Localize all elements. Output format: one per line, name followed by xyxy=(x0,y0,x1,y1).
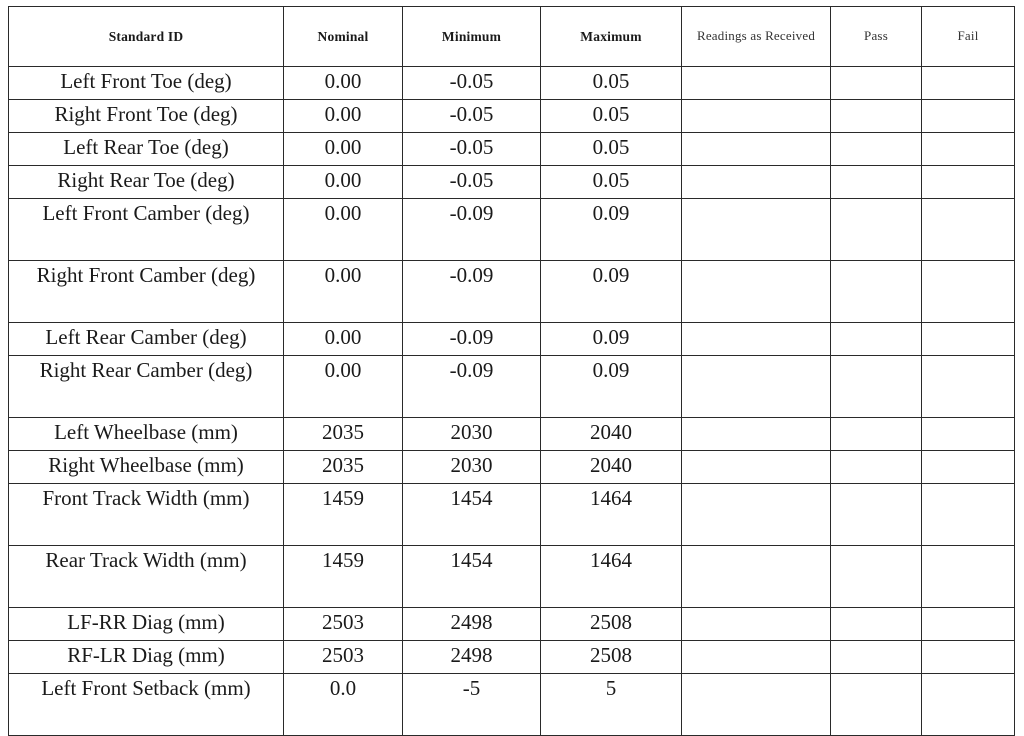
row-readings-cell[interactable] xyxy=(682,484,831,546)
table-row xyxy=(9,484,1015,546)
header-fail: Fail xyxy=(922,7,1015,67)
row-name: LF-RR Diag (mm) xyxy=(9,608,284,641)
row-pass-cell[interactable] xyxy=(831,323,922,356)
row-name: Left Rear Camber (deg) xyxy=(9,323,284,356)
row-readings-cell[interactable] xyxy=(682,641,831,674)
row-name: Right Wheelbase (mm) xyxy=(9,451,284,484)
row-name: Right Front Toe (deg) xyxy=(9,100,284,133)
row-nominal: 0.00 xyxy=(284,261,403,323)
row-readings-cell[interactable] xyxy=(682,323,831,356)
table-row xyxy=(9,67,1015,100)
table-row xyxy=(9,641,1015,674)
table-row xyxy=(9,356,1015,418)
row-name: Right Rear Camber (deg) xyxy=(9,356,284,418)
row-name: Right Rear Toe (deg) xyxy=(9,166,284,199)
row-name: Left Front Camber (deg) xyxy=(9,199,284,261)
header-standard-id: Standard ID xyxy=(9,7,284,67)
table-row xyxy=(9,199,1015,261)
row-minimum: -0.09 xyxy=(403,356,541,418)
row-fail-cell[interactable] xyxy=(922,546,1015,608)
row-pass-cell[interactable] xyxy=(831,418,922,451)
row-nominal: 0.00 xyxy=(284,356,403,418)
row-fail-cell[interactable] xyxy=(922,166,1015,199)
row-nominal: 0.00 xyxy=(284,166,403,199)
table-row xyxy=(9,100,1015,133)
row-fail-cell[interactable] xyxy=(922,641,1015,674)
row-pass-cell[interactable] xyxy=(831,166,922,199)
row-minimum: -0.05 xyxy=(403,166,541,199)
row-name: Left Rear Toe (deg) xyxy=(9,133,284,166)
row-maximum: 0.09 xyxy=(541,323,682,356)
row-nominal: 0.00 xyxy=(284,199,403,261)
row-pass-cell[interactable] xyxy=(831,451,922,484)
row-nominal: 2035 xyxy=(284,418,403,451)
table-row xyxy=(9,323,1015,356)
row-minimum: 1454 xyxy=(403,484,541,546)
row-minimum: -0.09 xyxy=(403,323,541,356)
row-nominal: 2035 xyxy=(284,451,403,484)
row-minimum: -0.05 xyxy=(403,67,541,100)
row-readings-cell[interactable] xyxy=(682,261,831,323)
row-maximum: 1464 xyxy=(541,484,682,546)
row-nominal: 1459 xyxy=(284,484,403,546)
row-readings-cell[interactable] xyxy=(682,418,831,451)
row-minimum: 2498 xyxy=(403,641,541,674)
row-fail-cell[interactable] xyxy=(922,323,1015,356)
row-fail-cell[interactable] xyxy=(922,261,1015,323)
row-pass-cell[interactable] xyxy=(831,133,922,166)
row-name: RF-LR Diag (mm) xyxy=(9,641,284,674)
row-fail-cell[interactable] xyxy=(922,608,1015,641)
row-maximum: 2508 xyxy=(541,608,682,641)
header-row xyxy=(9,7,1015,67)
row-nominal: 0.00 xyxy=(284,67,403,100)
row-maximum: 0.05 xyxy=(541,166,682,199)
row-pass-cell[interactable] xyxy=(831,67,922,100)
row-maximum: 2040 xyxy=(541,451,682,484)
row-minimum: 1454 xyxy=(403,546,541,608)
row-nominal: 0.00 xyxy=(284,100,403,133)
row-name: Right Front Camber (deg) xyxy=(9,261,284,323)
row-pass-cell[interactable] xyxy=(831,546,922,608)
row-readings-cell[interactable] xyxy=(682,356,831,418)
row-maximum: 0.05 xyxy=(541,133,682,166)
row-fail-cell[interactable] xyxy=(922,451,1015,484)
row-name: Left Front Toe (deg) xyxy=(9,67,284,100)
row-nominal: 1459 xyxy=(284,546,403,608)
row-maximum: 0.09 xyxy=(541,356,682,418)
row-nominal: 2503 xyxy=(284,608,403,641)
header-nominal: Nominal xyxy=(284,7,403,67)
row-readings-cell[interactable] xyxy=(682,451,831,484)
row-fail-cell[interactable] xyxy=(922,484,1015,546)
table-row xyxy=(9,418,1015,451)
row-nominal: 0.00 xyxy=(284,323,403,356)
row-maximum: 0.09 xyxy=(541,199,682,261)
row-maximum: 0.05 xyxy=(541,100,682,133)
table-row xyxy=(9,451,1015,484)
row-pass-cell[interactable] xyxy=(831,356,922,418)
row-minimum: 2498 xyxy=(403,608,541,641)
row-maximum: 5 xyxy=(541,674,682,736)
header-minimum: Minimum xyxy=(403,7,541,67)
row-readings-cell[interactable] xyxy=(682,608,831,641)
row-pass-cell[interactable] xyxy=(831,608,922,641)
row-minimum: 2030 xyxy=(403,418,541,451)
row-fail-cell[interactable] xyxy=(922,674,1015,736)
row-name: Front Track Width (mm) xyxy=(9,484,284,546)
row-readings-cell[interactable] xyxy=(682,67,831,100)
row-maximum: 1464 xyxy=(541,546,682,608)
row-readings-cell[interactable] xyxy=(682,133,831,166)
header-pass: Pass xyxy=(831,7,922,67)
row-name: Left Front Setback (mm) xyxy=(9,674,284,736)
row-fail-cell[interactable] xyxy=(922,67,1015,100)
row-maximum: 0.09 xyxy=(541,261,682,323)
row-nominal: 0.0 xyxy=(284,674,403,736)
row-minimum: -5 xyxy=(403,674,541,736)
row-maximum: 2040 xyxy=(541,418,682,451)
row-minimum: -0.09 xyxy=(403,261,541,323)
row-nominal: 0.00 xyxy=(284,133,403,166)
row-readings-cell[interactable] xyxy=(682,546,831,608)
row-fail-cell[interactable] xyxy=(922,133,1015,166)
row-minimum: -0.05 xyxy=(403,133,541,166)
table-row xyxy=(9,166,1015,199)
row-readings-cell[interactable] xyxy=(682,674,831,736)
table-row xyxy=(9,133,1015,166)
header-readings: Readings as Received xyxy=(682,7,831,67)
row-readings-cell[interactable] xyxy=(682,199,831,261)
row-minimum: -0.09 xyxy=(403,199,541,261)
row-pass-cell[interactable] xyxy=(831,199,922,261)
row-pass-cell[interactable] xyxy=(831,261,922,323)
row-fail-cell[interactable] xyxy=(922,356,1015,418)
row-nominal: 2503 xyxy=(284,641,403,674)
row-fail-cell[interactable] xyxy=(922,418,1015,451)
row-fail-cell[interactable] xyxy=(922,100,1015,133)
table-row xyxy=(9,546,1015,608)
table-row xyxy=(9,674,1015,736)
row-readings-cell[interactable] xyxy=(682,166,831,199)
row-pass-cell[interactable] xyxy=(831,100,922,133)
row-pass-cell[interactable] xyxy=(831,484,922,546)
table-row xyxy=(9,261,1015,323)
row-pass-cell[interactable] xyxy=(831,674,922,736)
row-maximum: 0.05 xyxy=(541,67,682,100)
row-maximum: 2508 xyxy=(541,641,682,674)
header-maximum: Maximum xyxy=(541,7,682,67)
row-name: Left Wheelbase (mm) xyxy=(9,418,284,451)
row-name: Rear Track Width (mm) xyxy=(9,546,284,608)
alignment-spec-table xyxy=(8,6,1015,736)
row-readings-cell[interactable] xyxy=(682,100,831,133)
row-pass-cell[interactable] xyxy=(831,641,922,674)
table-row xyxy=(9,608,1015,641)
row-minimum: 2030 xyxy=(403,451,541,484)
row-minimum: -0.05 xyxy=(403,100,541,133)
row-fail-cell[interactable] xyxy=(922,199,1015,261)
